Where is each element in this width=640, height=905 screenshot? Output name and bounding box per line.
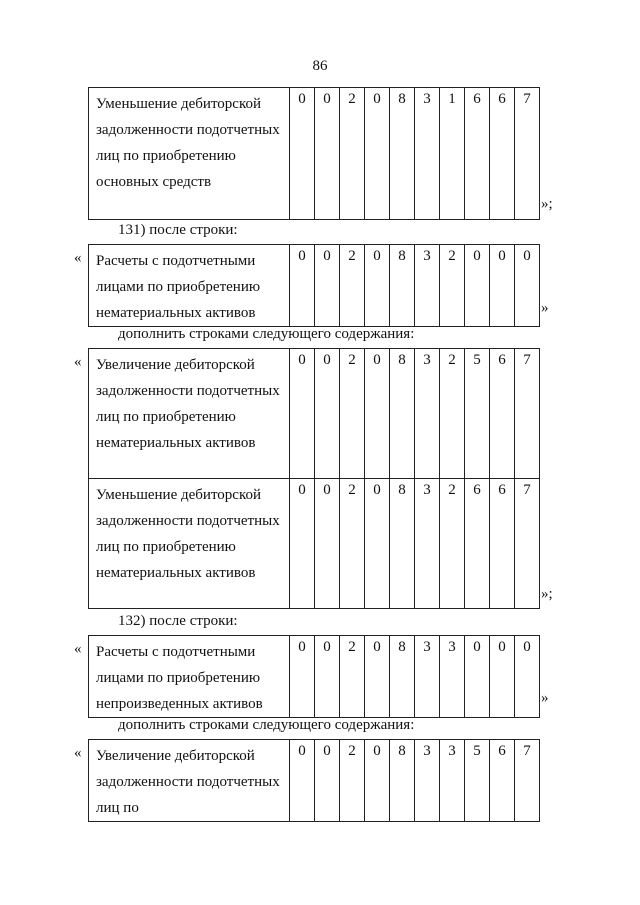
code-digit: 0 [515,245,540,327]
code-digit: 0 [365,88,390,220]
code-digit: 8 [390,245,415,327]
code-digit: 3 [440,636,465,718]
code-digit: 2 [340,479,365,609]
code-digit: 3 [415,479,440,609]
code-digit: 0 [290,740,315,822]
supplement-text-1: дополнить строками следующего содержания: [118,326,415,342]
code-digit: 0 [315,740,340,822]
page-number: 86 [312,58,328,74]
code-digit: 8 [390,88,415,220]
code-digit: 0 [365,740,390,822]
code-digit: 8 [390,636,415,718]
closing-quote: » [541,690,549,706]
table-row [89,245,540,327]
opening-quote: « [74,354,82,370]
code-digit: 0 [290,88,315,220]
item-131-text: 131) после строки: [118,222,238,238]
opening-quote: « [74,745,82,761]
code-digit: 0 [315,479,340,609]
opening-quote: « [74,641,82,657]
item-132-text: 132) после строки: [118,613,238,629]
closing-quote: » [541,300,549,316]
code-digit: 0 [290,636,315,718]
code-digit: 0 [365,349,390,479]
code-digit: 0 [315,636,340,718]
code-digit: 2 [340,636,365,718]
code-digit: 0 [515,636,540,718]
row-label: Расчеты с подотчетными лицами по приобретению непроизведенных активов [89,636,290,718]
code-digit: 0 [465,245,490,327]
code-digit: 6 [465,479,490,609]
code-digit: 0 [365,245,390,327]
code-digit: 0 [365,636,390,718]
code-digit: 6 [490,740,515,822]
code-digit: 6 [465,88,490,220]
table-row [89,88,540,220]
account-table-3 [88,348,540,609]
code-digit: 2 [440,349,465,479]
code-digit: 3 [415,245,440,327]
code-digit: 0 [315,349,340,479]
account-table-5 [88,739,540,822]
code-digit: 8 [390,349,415,479]
code-digit: 0 [290,245,315,327]
table-row [89,479,540,609]
row-label: Расчеты с подотчетными лицами по приобретению нематериальных активов [89,245,290,327]
code-digit: 0 [490,636,515,718]
account-table-1 [88,87,540,220]
account-table-2 [88,244,540,327]
code-digit: 5 [465,740,490,822]
code-digit: 3 [415,740,440,822]
code-digit: 8 [390,479,415,609]
code-digit: 7 [515,740,540,822]
closing-quote: »; [541,586,553,602]
row-label: Уменьшение дебиторской задолженности подотчетных лиц по приобретению основных средств [89,88,290,220]
code-digit: 0 [490,245,515,327]
code-digit: 6 [490,479,515,609]
row-label: Увеличение дебиторской задолженности подотчетных лиц по приобретению нематериальных активов [89,349,290,479]
code-digit: 2 [340,740,365,822]
code-digit: 2 [340,349,365,479]
row-label: Увеличение дебиторской задолженности подотчетных лиц по [89,740,290,822]
code-digit: 3 [415,636,440,718]
code-digit: 1 [440,88,465,220]
supplement-text-2: дополнить строками следующего содержания: [118,717,415,733]
code-digit: 3 [415,349,440,479]
code-digit: 0 [465,636,490,718]
closing-quote: »; [541,196,553,212]
code-digit: 2 [340,245,365,327]
code-digit: 0 [315,245,340,327]
code-digit: 6 [490,349,515,479]
table-row [89,740,540,822]
code-digit: 8 [390,740,415,822]
code-digit: 2 [340,88,365,220]
table-row [89,349,540,479]
code-digit: 3 [440,740,465,822]
code-digit: 7 [515,349,540,479]
code-digit: 5 [465,349,490,479]
code-digit: 0 [365,479,390,609]
code-digit: 3 [415,88,440,220]
opening-quote: « [74,250,82,266]
code-digit: 2 [440,245,465,327]
code-digit: 7 [515,88,540,220]
code-digit: 0 [290,349,315,479]
code-digit: 0 [315,88,340,220]
code-digit: 6 [490,88,515,220]
account-table-4 [88,635,540,718]
table-row [89,636,540,718]
row-label: Уменьшение дебиторской задолженности подотчетных лиц по приобретению нематериальных активов [89,479,290,609]
code-digit: 7 [515,479,540,609]
code-digit: 2 [440,479,465,609]
code-digit: 0 [290,479,315,609]
